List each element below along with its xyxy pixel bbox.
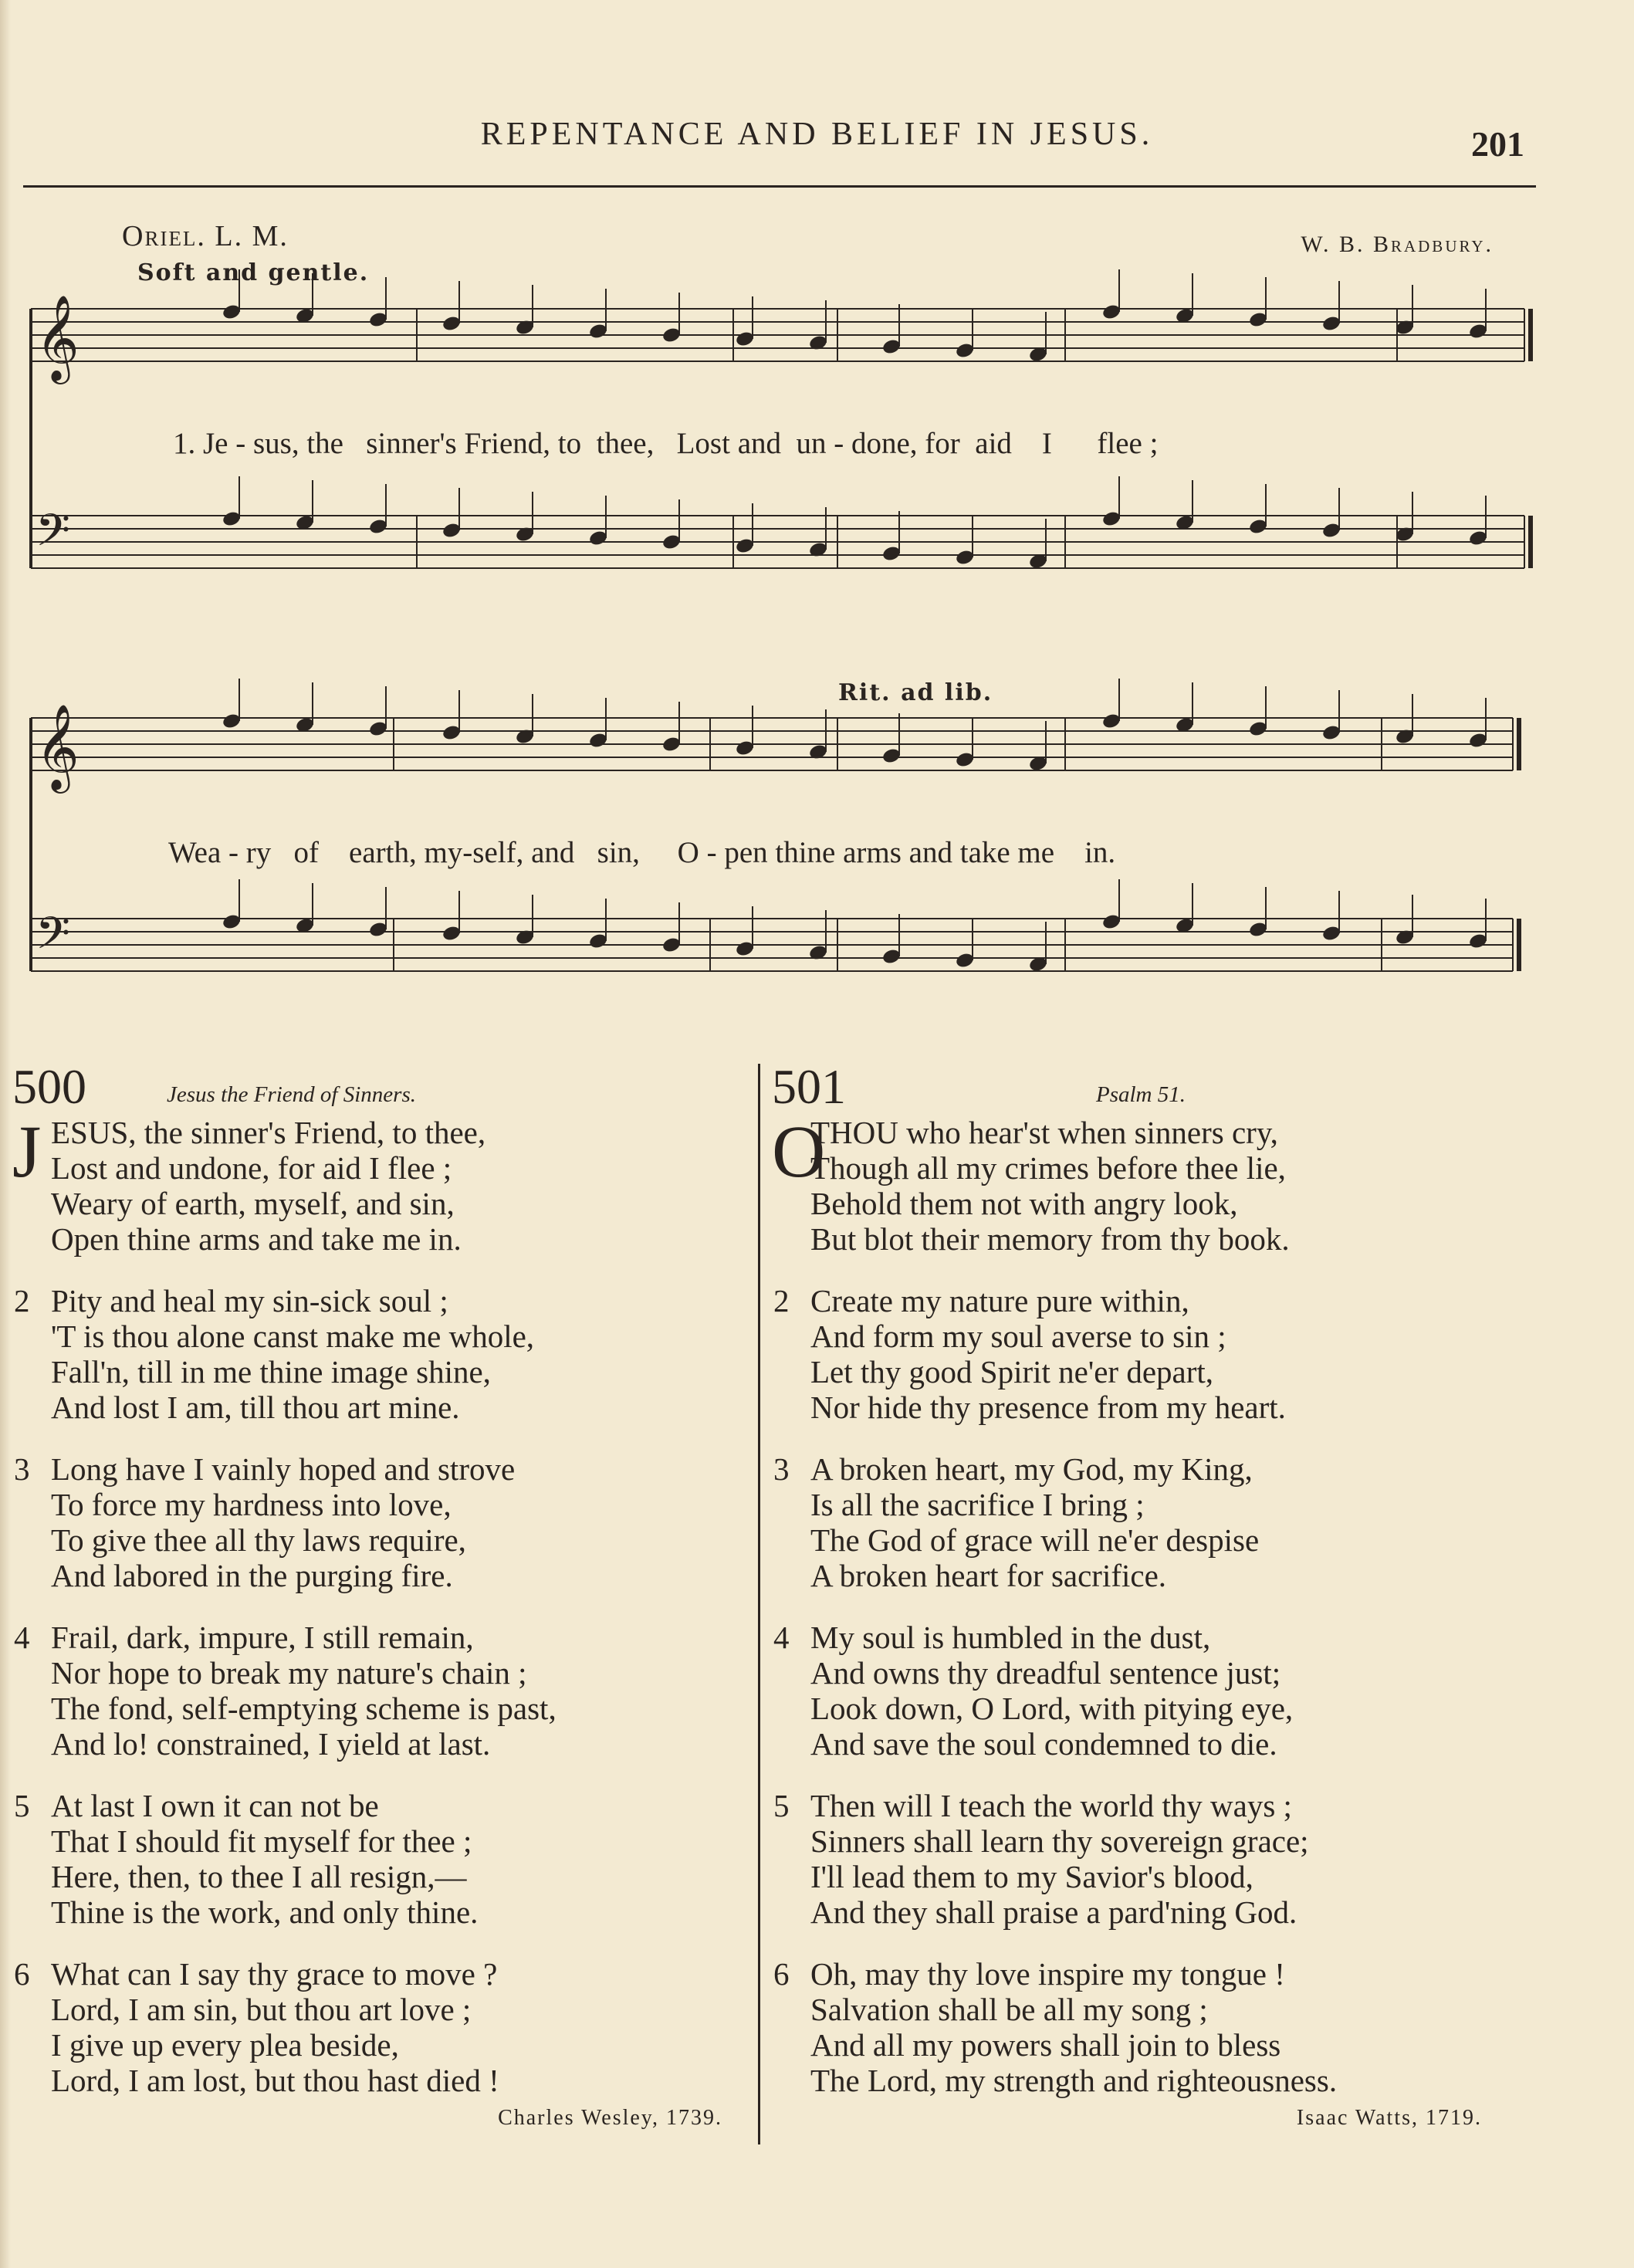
- stanza: [772, 1620, 1490, 1762]
- stanza-number: 4: [773, 1620, 790, 1655]
- column-divider: [758, 1064, 760, 2144]
- verse-line: Open thine arms and take me in.: [51, 1221, 462, 1257]
- verse-line: The Lord, my strength and righteousness.: [810, 2063, 1338, 2098]
- stanza-number: 4: [14, 1620, 30, 1655]
- stanza: [772, 1788, 1490, 1930]
- verse-line: Oh, may thy love inspire my tongue !: [810, 1956, 1285, 1992]
- verse-line: I give up every plea beside,: [51, 2027, 399, 2063]
- verse-line: Sinners shall learn thy sovereign grace;: [810, 1823, 1309, 1859]
- hymn-title: Jesus the Friend of Sinners.: [167, 1082, 416, 1107]
- verse-line: Thine is the work, and only thine.: [51, 1894, 479, 1930]
- verse-line: Frail, dark, impure, I still remain,: [51, 1620, 474, 1655]
- stanza: [12, 1283, 730, 1425]
- tempo-marking-ritardando: Rit. ad lib.: [838, 679, 993, 706]
- verse-line: At last I own it can not be: [51, 1788, 379, 1823]
- verse-line: Nor hope to break my nature's chain ;: [51, 1655, 527, 1691]
- verse-line: And labored in the purging fire.: [51, 1558, 453, 1593]
- verse-line: 'T is thou alone canst make me whole,: [51, 1318, 535, 1354]
- hymn-stanzas: [772, 1110, 1490, 2098]
- verse-line: Create my nature pure within,: [810, 1283, 1189, 1318]
- verse-line: Lord, I am lost, but thou hast died !: [51, 2063, 499, 2098]
- verse-line: And lost I am, till thou art mine.: [51, 1390, 460, 1425]
- stanza: [12, 1956, 730, 2098]
- verse-line: What can I say thy grace to move ?: [51, 1956, 498, 1992]
- verse-line: Nor hide thy presence from my heart.: [810, 1390, 1286, 1425]
- stanza-number: 6: [14, 1956, 30, 1992]
- stanza: [772, 1451, 1490, 1593]
- verse-line: The fond, self-emptying scheme is past,: [51, 1691, 557, 1726]
- verse-line: My soul is humbled in the dust,: [810, 1620, 1211, 1655]
- verse-line: Then will I teach the world thy ways ;: [810, 1788, 1292, 1823]
- hymn-stanzas: [12, 1110, 730, 2098]
- verse-line: Pity and heal my sin-sick soul ;: [51, 1283, 448, 1318]
- hymn-500: [12, 1059, 730, 2131]
- lyrics-line-2: Wea - ry of earth, my-self, and sin, O - pen thine arms and take me in.: [168, 836, 1116, 869]
- verse-line: A broken heart, my God, my King,: [810, 1451, 1253, 1487]
- verse-line: And they shall praise a pard'ning God.: [810, 1894, 1297, 1930]
- lyrics-line-1: 1. Je - sus, the sinner's Friend, to thee, Lost and un - done, for aid I flee ;: [173, 427, 1159, 460]
- composer: W. B. Bradbury.: [1301, 232, 1494, 257]
- stanza: [772, 1283, 1490, 1425]
- hymn-author: Charles Wesley, 1739.: [498, 2106, 722, 2130]
- verse-line: And owns thy dreadful sentence just;: [810, 1655, 1281, 1691]
- tempo-marking: Soft and gentle.: [137, 259, 370, 286]
- verse-line: To force my hardness into love,: [51, 1487, 452, 1522]
- verse-line: And save the soul condemned to die.: [810, 1726, 1277, 1762]
- stanza-number: 6: [773, 1956, 790, 1992]
- verse-line: Fall'n, till in me thine image shine,: [51, 1354, 491, 1390]
- verse-line: Behold them not with angry look,: [810, 1186, 1238, 1221]
- treble-clef-icon: 𝄞: [36, 294, 80, 381]
- verse-line: And all my powers shall join to bless: [810, 2027, 1281, 2063]
- treble-clef-icon: 𝄞: [36, 703, 80, 790]
- verse-line: ESUS, the sinner's Friend, to thee,: [51, 1115, 486, 1150]
- verse-line: Salvation shall be all my song ;: [810, 1992, 1208, 2027]
- stanza-number: 2: [14, 1283, 30, 1318]
- verse-line: A broken heart for sacrifice.: [810, 1558, 1167, 1593]
- page-number: 201: [1471, 124, 1524, 164]
- stanza: [772, 1110, 1490, 1257]
- verse-line: Lord, I am sin, but thou art love ;: [51, 1992, 472, 2027]
- verse-line: Is all the sacrifice I bring ;: [810, 1487, 1145, 1522]
- hymn-title: Psalm 51.: [1096, 1082, 1186, 1107]
- verse-line: Though all my crimes before thee lie,: [810, 1150, 1286, 1186]
- verse-line: Here, then, to thee I all resign,—: [51, 1859, 467, 1894]
- hymn-author: Isaac Watts, 1719.: [1296, 2106, 1482, 2130]
- hymn-number: 501: [772, 1059, 846, 1114]
- verse-line: THOU who hear'st when sinners cry,: [810, 1115, 1278, 1150]
- bass-clef-icon: 𝄢: [36, 504, 71, 567]
- drop-cap: O: [772, 1110, 826, 1193]
- verse-line: I'll lead them to my Savior's blood,: [810, 1859, 1253, 1894]
- stanza-number: 3: [14, 1451, 30, 1487]
- stanza-number: 3: [773, 1451, 790, 1487]
- running-head: REPENTANCE AND BELIEF IN JESUS.: [480, 117, 1154, 152]
- drop-cap: J: [12, 1110, 42, 1193]
- verse-line: Let thy good Spirit ne'er depart,: [810, 1354, 1214, 1390]
- verse-line: And lo! constrained, I yield at last.: [51, 1726, 491, 1762]
- tune-name: Oriel. L. M.: [122, 220, 289, 252]
- verse-line: Lost and undone, for aid I flee ;: [51, 1150, 452, 1186]
- verse-line: Weary of earth, myself, and sin,: [51, 1186, 455, 1221]
- stanza: [772, 1956, 1490, 2098]
- stanza: [12, 1620, 730, 1762]
- verse-line: To give thee all thy laws require,: [51, 1522, 466, 1558]
- stanza: [12, 1451, 730, 1593]
- stanza-number: 2: [773, 1283, 790, 1318]
- stanza-number: 5: [14, 1788, 30, 1823]
- verse-line: Long have I vainly hoped and strove: [51, 1451, 516, 1487]
- verse-line: That I should fit myself for thee ;: [51, 1823, 472, 1859]
- hymn-501: [772, 1059, 1490, 2131]
- stanza: [12, 1788, 730, 1930]
- stanza-number: 5: [773, 1788, 790, 1823]
- verse-line: Look down, O Lord, with pitying eye,: [810, 1691, 1294, 1726]
- hymn-number: 500: [12, 1059, 86, 1114]
- stanza: [12, 1110, 730, 1257]
- verse-line: And form my soul averse to sin ;: [810, 1318, 1226, 1354]
- verse-line: But blot their memory from thy book.: [810, 1221, 1290, 1257]
- verse-line: The God of grace will ne'er despise: [810, 1522, 1260, 1558]
- bass-clef-icon: 𝄢: [36, 907, 71, 970]
